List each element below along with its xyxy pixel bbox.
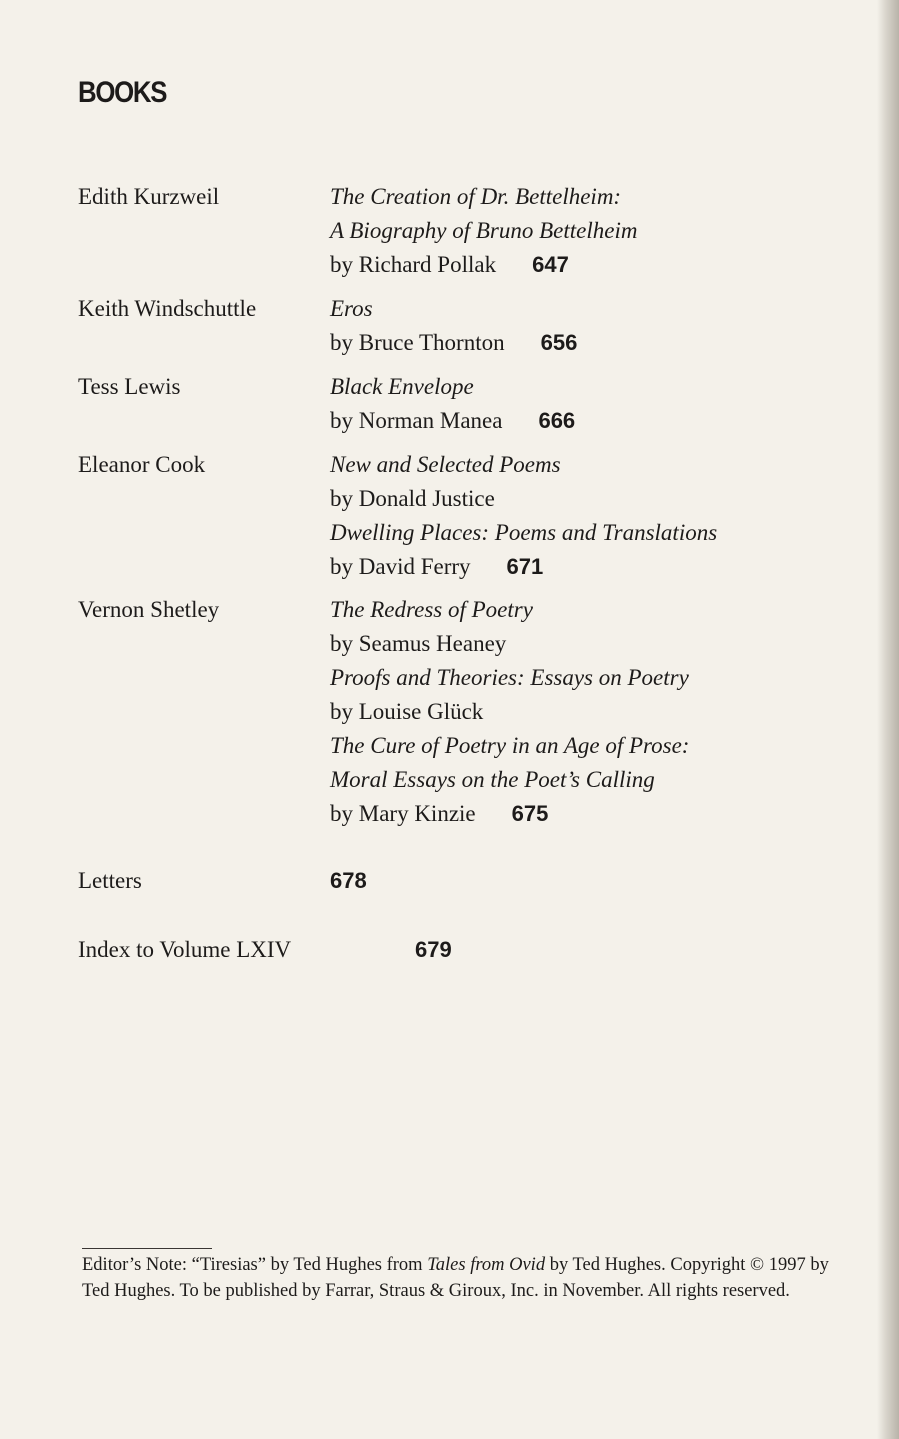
book-author: by Richard Pollak [330, 252, 497, 277]
book-title: Dwelling Places: Poems and Translations [330, 520, 718, 545]
reviewer-name: Keith Windschuttle [78, 296, 257, 321]
reviewer-name: Vernon Shetley [78, 597, 220, 622]
reviewed-books [330, 370, 575, 438]
book-title: New and Selected Poems [330, 452, 561, 477]
editors-note-prefix: Editor’s Note: “Tiresias” by Ted Hughes from [82, 1255, 428, 1275]
book-title: Moral Essays on the Poet’s Calling [330, 767, 655, 792]
book-author: by Norman Manea [330, 408, 503, 433]
letters-label: Letters [78, 868, 142, 893]
index-page-number: 679 [415, 937, 452, 962]
editors-note [82, 1252, 842, 1304]
page-number: 666 [538, 408, 576, 433]
page-spine-shadow [877, 0, 899, 1439]
reviewer-name: Tess Lewis [78, 374, 181, 399]
page-number: 675 [511, 801, 549, 826]
editors-note-suffix: by Ted Hughes. Copyright © 1997 by Ted Hughes. To be published by Farrar, Straus & Giroux, Inc. in November. All rights reserved. [82, 1255, 829, 1301]
book-author: by Donald Justice [330, 486, 495, 511]
reviewed-books [330, 593, 689, 831]
reviewer-name: Eleanor Cook [78, 452, 206, 477]
book-author: by David Ferry [330, 554, 471, 579]
footnote-rule [82, 1248, 212, 1249]
book-author-line [330, 326, 577, 360]
page-number: 647 [532, 252, 569, 277]
section-title: BOOKS [78, 76, 167, 109]
page-number: 656 [540, 330, 578, 355]
book-author-line [330, 248, 637, 282]
book-author-line [330, 797, 689, 831]
book-author-line [330, 404, 575, 438]
book-author: by Seamus Heaney [330, 631, 507, 656]
book-title: Black Envelope [330, 374, 474, 399]
index-label: Index to Volume LXIV [78, 937, 292, 962]
page-number: 671 [506, 554, 544, 579]
reviewed-books [330, 180, 637, 282]
book-title: A Biography of Bruno Bettelheim [330, 218, 638, 243]
book-title: Proofs and Theories: Essays on Poetry [330, 665, 689, 690]
reviewed-books [330, 292, 577, 360]
book-author: by Bruce Thornton [330, 330, 505, 355]
book-author-line [330, 550, 717, 584]
editors-note-book-title: Tales from Ovid [427, 1255, 546, 1275]
book-author: by Louise Glück [330, 699, 484, 724]
book-title: The Creation of Dr. Bettelheim: [330, 184, 622, 209]
reviewed-books [330, 448, 717, 584]
book-title: The Redress of Poetry [330, 597, 533, 622]
book-title: The Cure of Poetry in an Age of Prose: [330, 733, 690, 758]
letters-page-number: 678 [330, 868, 367, 893]
reviewer-name: Edith Kurzweil [78, 184, 220, 209]
book-author: by Mary Kinzie [330, 801, 476, 826]
book-title: Eros [330, 296, 373, 321]
